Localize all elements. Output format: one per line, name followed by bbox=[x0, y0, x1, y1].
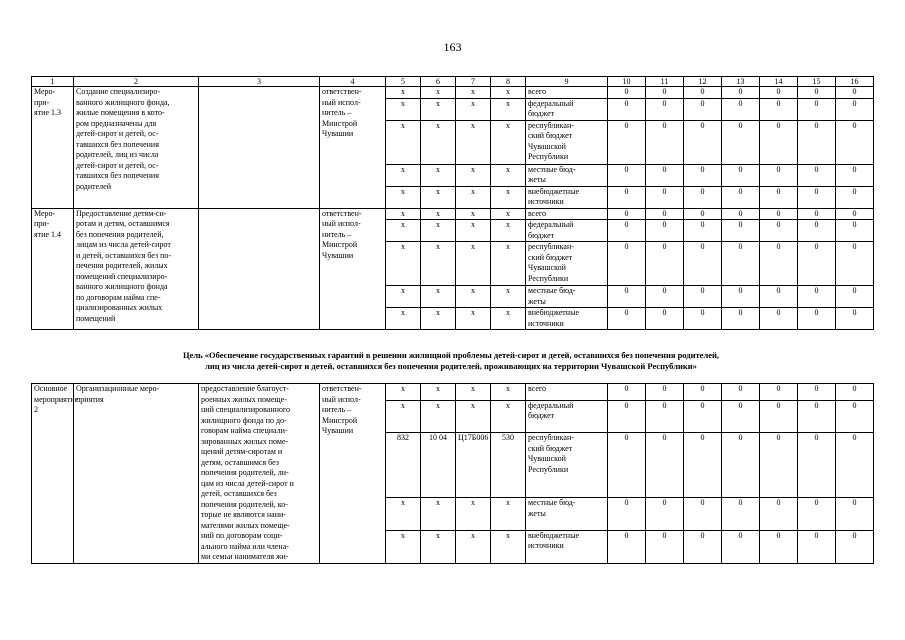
value-cell: 0 bbox=[608, 498, 646, 531]
code-cell: x bbox=[386, 120, 421, 164]
funding-source: местные бюд- жеты bbox=[526, 164, 608, 186]
value-cell: 0 bbox=[608, 164, 646, 186]
funding-source: внебюджетные источники bbox=[526, 186, 608, 208]
value-cell: 0 bbox=[798, 98, 836, 120]
value-cell: 0 bbox=[836, 433, 874, 498]
value-cell: 0 bbox=[836, 308, 874, 330]
value-cell: 0 bbox=[836, 242, 874, 286]
value-cell: 0 bbox=[608, 208, 646, 220]
value-cell: 0 bbox=[798, 400, 836, 433]
value-cell: 0 bbox=[722, 308, 760, 330]
value-cell: 0 bbox=[608, 308, 646, 330]
code-cell: x bbox=[386, 164, 421, 186]
code-cell: 832 bbox=[386, 433, 421, 498]
value-cell: 0 bbox=[798, 186, 836, 208]
activity-description bbox=[199, 87, 320, 209]
budget-table-top bbox=[31, 76, 874, 330]
value-cell: 0 bbox=[722, 286, 760, 308]
code-cell: x bbox=[456, 87, 491, 99]
value-cell: 0 bbox=[836, 286, 874, 308]
value-cell: 0 bbox=[608, 98, 646, 120]
value-cell: 0 bbox=[722, 87, 760, 99]
value-cell: 0 bbox=[684, 120, 722, 164]
value-cell: 0 bbox=[608, 530, 646, 563]
value-cell: 0 bbox=[684, 208, 722, 220]
value-cell: 0 bbox=[836, 98, 874, 120]
code-cell: 10 04 bbox=[421, 433, 456, 498]
code-cell: x bbox=[421, 530, 456, 563]
value-cell: 0 bbox=[760, 98, 798, 120]
code-cell: x bbox=[386, 400, 421, 433]
value-cell: 0 bbox=[646, 220, 684, 242]
column-number-header: 8 bbox=[491, 77, 526, 87]
value-cell: 0 bbox=[798, 87, 836, 99]
responsible-executor: ответствен- ный испол- нитель – Минстрой Чувашии bbox=[320, 208, 386, 330]
code-cell: x bbox=[386, 98, 421, 120]
value-cell: 0 bbox=[608, 87, 646, 99]
column-number-header: 1 bbox=[32, 77, 74, 87]
value-cell: 0 bbox=[722, 400, 760, 433]
responsible-executor: ответствен- ный испол- нитель – Минстрой Чувашии bbox=[320, 384, 386, 564]
code-cell: x bbox=[421, 220, 456, 242]
code-cell: x bbox=[456, 186, 491, 208]
funding-source: республикан- ский бюджет Чувашской Республики bbox=[526, 242, 608, 286]
code-cell: x bbox=[491, 242, 526, 286]
code-cell: x bbox=[491, 530, 526, 563]
goal-line-2: лиц из числа детей-сирот и детей, оставшихся без попечения родителей, проживающих на территории Чувашской Республики» bbox=[205, 361, 697, 371]
value-cell: 0 bbox=[646, 308, 684, 330]
goal-line-1: Цель «Обеспечение государственных гарантий в решении жилищной проблемы детей-сирот и детей, оставшихся без попечения родителей, bbox=[182, 350, 720, 360]
code-cell: x bbox=[421, 120, 456, 164]
code-cell: x bbox=[491, 208, 526, 220]
funding-source: местные бюд- жеты bbox=[526, 498, 608, 531]
code-cell: x bbox=[386, 286, 421, 308]
value-cell: 0 bbox=[608, 220, 646, 242]
code-cell: x bbox=[491, 98, 526, 120]
column-number-header: 4 bbox=[320, 77, 386, 87]
code-cell: x bbox=[491, 308, 526, 330]
code-cell: x bbox=[421, 308, 456, 330]
code-cell: x bbox=[456, 530, 491, 563]
value-cell: 0 bbox=[684, 530, 722, 563]
responsible-executor: ответствен- ный испол- нитель – Минстрой Чувашии bbox=[320, 87, 386, 209]
code-cell: x bbox=[421, 242, 456, 286]
value-cell: 0 bbox=[760, 120, 798, 164]
value-cell: 0 bbox=[646, 208, 684, 220]
value-cell: 0 bbox=[760, 498, 798, 531]
code-cell: x bbox=[491, 186, 526, 208]
value-cell: 0 bbox=[684, 164, 722, 186]
value-cell: 0 bbox=[760, 220, 798, 242]
goal-heading bbox=[31, 350, 871, 372]
value-cell: 0 bbox=[798, 530, 836, 563]
column-number-header: 10 bbox=[608, 77, 646, 87]
value-cell: 0 bbox=[760, 242, 798, 286]
value-cell: 0 bbox=[608, 120, 646, 164]
activity-description bbox=[199, 208, 320, 330]
value-cell: 0 bbox=[646, 120, 684, 164]
value-cell: 0 bbox=[722, 498, 760, 531]
activity-name: Предоставление детям-си- ротам и детям, оставшимся без попечения родителей, лицам из числа детей-сирот и детей, оставшихся без по- печения родителей, жилых помещений специализиро- ванного жилищного фонда по договорам найма спе- циализированных жилых помещений bbox=[74, 208, 199, 330]
funding-source: республикан- ский бюджет Чувашской Республики bbox=[526, 120, 608, 164]
value-cell: 0 bbox=[798, 286, 836, 308]
value-cell: 0 bbox=[646, 286, 684, 308]
code-cell: x bbox=[456, 286, 491, 308]
value-cell: 0 bbox=[836, 186, 874, 208]
value-cell: 0 bbox=[760, 87, 798, 99]
value-cell: 0 bbox=[836, 498, 874, 531]
value-cell: 0 bbox=[684, 242, 722, 286]
funding-source: всего bbox=[526, 384, 608, 401]
funding-source: всего bbox=[526, 87, 608, 99]
code-cell: x bbox=[456, 120, 491, 164]
column-number-header: 9 bbox=[526, 77, 608, 87]
code-cell: x bbox=[491, 164, 526, 186]
value-cell: 0 bbox=[836, 220, 874, 242]
value-cell: 0 bbox=[722, 220, 760, 242]
code-cell: Ц17Б006 bbox=[456, 433, 491, 498]
value-cell: 0 bbox=[798, 498, 836, 531]
funding-source: всего bbox=[526, 208, 608, 220]
value-cell: 0 bbox=[836, 87, 874, 99]
column-number-header: 14 bbox=[760, 77, 798, 87]
code-cell: x bbox=[491, 87, 526, 99]
activity-name: Организационные меро- приятия bbox=[74, 384, 199, 564]
code-cell: x bbox=[456, 208, 491, 220]
value-cell: 0 bbox=[646, 186, 684, 208]
code-cell: x bbox=[491, 384, 526, 401]
table-row bbox=[32, 87, 874, 99]
value-cell: 0 bbox=[608, 242, 646, 286]
funding-source: внебюджетные источники bbox=[526, 308, 608, 330]
value-cell: 0 bbox=[684, 400, 722, 433]
code-cell: x bbox=[491, 286, 526, 308]
value-cell: 0 bbox=[684, 186, 722, 208]
value-cell: 0 bbox=[798, 308, 836, 330]
value-cell: 0 bbox=[836, 120, 874, 164]
code-cell: x bbox=[421, 286, 456, 308]
code-cell: x bbox=[456, 242, 491, 286]
column-number-header: 3 bbox=[199, 77, 320, 87]
value-cell: 0 bbox=[760, 186, 798, 208]
column-number-header: 16 bbox=[836, 77, 874, 87]
value-cell: 0 bbox=[608, 433, 646, 498]
code-cell: x bbox=[421, 208, 456, 220]
header-row bbox=[32, 77, 874, 87]
value-cell: 0 bbox=[684, 498, 722, 531]
value-cell: 0 bbox=[646, 87, 684, 99]
value-cell: 0 bbox=[646, 242, 684, 286]
code-cell: x bbox=[386, 308, 421, 330]
value-cell: 0 bbox=[722, 242, 760, 286]
activity-label: Меро- при- ятие 1.3 bbox=[32, 87, 74, 209]
value-cell: 0 bbox=[684, 87, 722, 99]
code-cell: x bbox=[386, 242, 421, 286]
table-row bbox=[32, 384, 874, 401]
code-cell: x bbox=[421, 400, 456, 433]
code-cell: x bbox=[491, 120, 526, 164]
value-cell: 0 bbox=[760, 308, 798, 330]
funding-source: федеральный бюджет bbox=[526, 98, 608, 120]
value-cell: 0 bbox=[836, 530, 874, 563]
value-cell: 0 bbox=[836, 208, 874, 220]
code-cell: x bbox=[456, 308, 491, 330]
funding-source: федеральный бюджет bbox=[526, 220, 608, 242]
value-cell: 0 bbox=[646, 498, 684, 531]
activity-label: Основное мероприятие 2 bbox=[32, 384, 74, 564]
value-cell: 0 bbox=[646, 433, 684, 498]
value-cell: 0 bbox=[798, 120, 836, 164]
value-cell: 0 bbox=[760, 164, 798, 186]
value-cell: 0 bbox=[684, 433, 722, 498]
funding-source: федеральный бюджет bbox=[526, 400, 608, 433]
column-number-header: 7 bbox=[456, 77, 491, 87]
activity-name: Создание специализиро- ванного жилищного фонда, жилые помещения в кото- ром предназначены для детей-сирот и детей, ос- тавшихся без попечения родителей, лиц из числа детей-сирот и детей, ос- тавшихся без попечения родителей bbox=[74, 87, 199, 209]
value-cell: 0 bbox=[684, 308, 722, 330]
funding-source: республикан- ский бюджет Чувашской Республики bbox=[526, 433, 608, 498]
code-cell: x bbox=[421, 87, 456, 99]
column-number-header: 6 bbox=[421, 77, 456, 87]
value-cell: 0 bbox=[722, 98, 760, 120]
value-cell: 0 bbox=[722, 120, 760, 164]
value-cell: 0 bbox=[760, 530, 798, 563]
value-cell: 0 bbox=[760, 286, 798, 308]
column-number-header: 2 bbox=[74, 77, 199, 87]
code-cell: x bbox=[386, 384, 421, 401]
value-cell: 0 bbox=[798, 164, 836, 186]
code-cell: x bbox=[386, 220, 421, 242]
code-cell: x bbox=[386, 87, 421, 99]
code-cell: 530 bbox=[491, 433, 526, 498]
activity-description: предоставление благоуст- роенных жилых помеще- ний специализированного жилищного фонда по до- говорам найма специали- зированных жилых поме- щений детям-сиротам и детям, оставшимся без попечения родителей, ли- цам из числа детей-сирот и детей, оставшихся без попечения родителей, ко- торые не являются нани- мателями жилых помеще- ний по договорам соци- ального найма или члена- ми семьи нанимателя жи- bbox=[199, 384, 320, 564]
value-cell: 0 bbox=[722, 384, 760, 401]
value-cell: 0 bbox=[646, 530, 684, 563]
page-number: 163 bbox=[443, 40, 462, 54]
value-cell: 0 bbox=[646, 400, 684, 433]
code-cell: x bbox=[456, 220, 491, 242]
value-cell: 0 bbox=[646, 384, 684, 401]
value-cell: 0 bbox=[684, 384, 722, 401]
funding-source: внебюджетные источники bbox=[526, 530, 608, 563]
column-number-header: 13 bbox=[722, 77, 760, 87]
column-number-header: 11 bbox=[646, 77, 684, 87]
code-cell: x bbox=[386, 208, 421, 220]
code-cell: x bbox=[491, 400, 526, 433]
value-cell: 0 bbox=[722, 164, 760, 186]
funding-source: местные бюд- жеты bbox=[526, 286, 608, 308]
value-cell: 0 bbox=[798, 384, 836, 401]
table-row bbox=[32, 208, 874, 220]
value-cell: 0 bbox=[798, 242, 836, 286]
value-cell: 0 bbox=[798, 208, 836, 220]
code-cell: x bbox=[421, 384, 456, 401]
value-cell: 0 bbox=[722, 186, 760, 208]
value-cell: 0 bbox=[722, 530, 760, 563]
budget-table-bottom bbox=[31, 383, 874, 564]
value-cell: 0 bbox=[836, 164, 874, 186]
value-cell: 0 bbox=[760, 208, 798, 220]
value-cell: 0 bbox=[684, 286, 722, 308]
value-cell: 0 bbox=[608, 286, 646, 308]
column-number-header: 15 bbox=[798, 77, 836, 87]
code-cell: x bbox=[386, 530, 421, 563]
code-cell: x bbox=[421, 186, 456, 208]
column-number-header: 12 bbox=[684, 77, 722, 87]
code-cell: x bbox=[386, 186, 421, 208]
value-cell: 0 bbox=[722, 208, 760, 220]
code-cell: x bbox=[421, 164, 456, 186]
value-cell: 0 bbox=[608, 384, 646, 401]
code-cell: x bbox=[456, 498, 491, 531]
value-cell: 0 bbox=[760, 433, 798, 498]
value-cell: 0 bbox=[608, 400, 646, 433]
activity-label: Меро- при- ятие 1.4 bbox=[32, 208, 74, 330]
code-cell: x bbox=[456, 400, 491, 433]
code-cell: x bbox=[491, 498, 526, 531]
value-cell: 0 bbox=[646, 98, 684, 120]
value-cell: 0 bbox=[722, 433, 760, 498]
code-cell: x bbox=[386, 498, 421, 531]
value-cell: 0 bbox=[684, 98, 722, 120]
value-cell: 0 bbox=[836, 400, 874, 433]
column-number-header: 5 bbox=[386, 77, 421, 87]
value-cell: 0 bbox=[646, 164, 684, 186]
code-cell: x bbox=[421, 98, 456, 120]
value-cell: 0 bbox=[760, 400, 798, 433]
code-cell: x bbox=[456, 384, 491, 401]
value-cell: 0 bbox=[798, 220, 836, 242]
code-cell: x bbox=[491, 220, 526, 242]
value-cell: 0 bbox=[760, 384, 798, 401]
code-cell: x bbox=[421, 498, 456, 531]
value-cell: 0 bbox=[798, 433, 836, 498]
value-cell: 0 bbox=[836, 384, 874, 401]
value-cell: 0 bbox=[684, 220, 722, 242]
code-cell: x bbox=[456, 164, 491, 186]
value-cell: 0 bbox=[608, 186, 646, 208]
code-cell: x bbox=[456, 98, 491, 120]
